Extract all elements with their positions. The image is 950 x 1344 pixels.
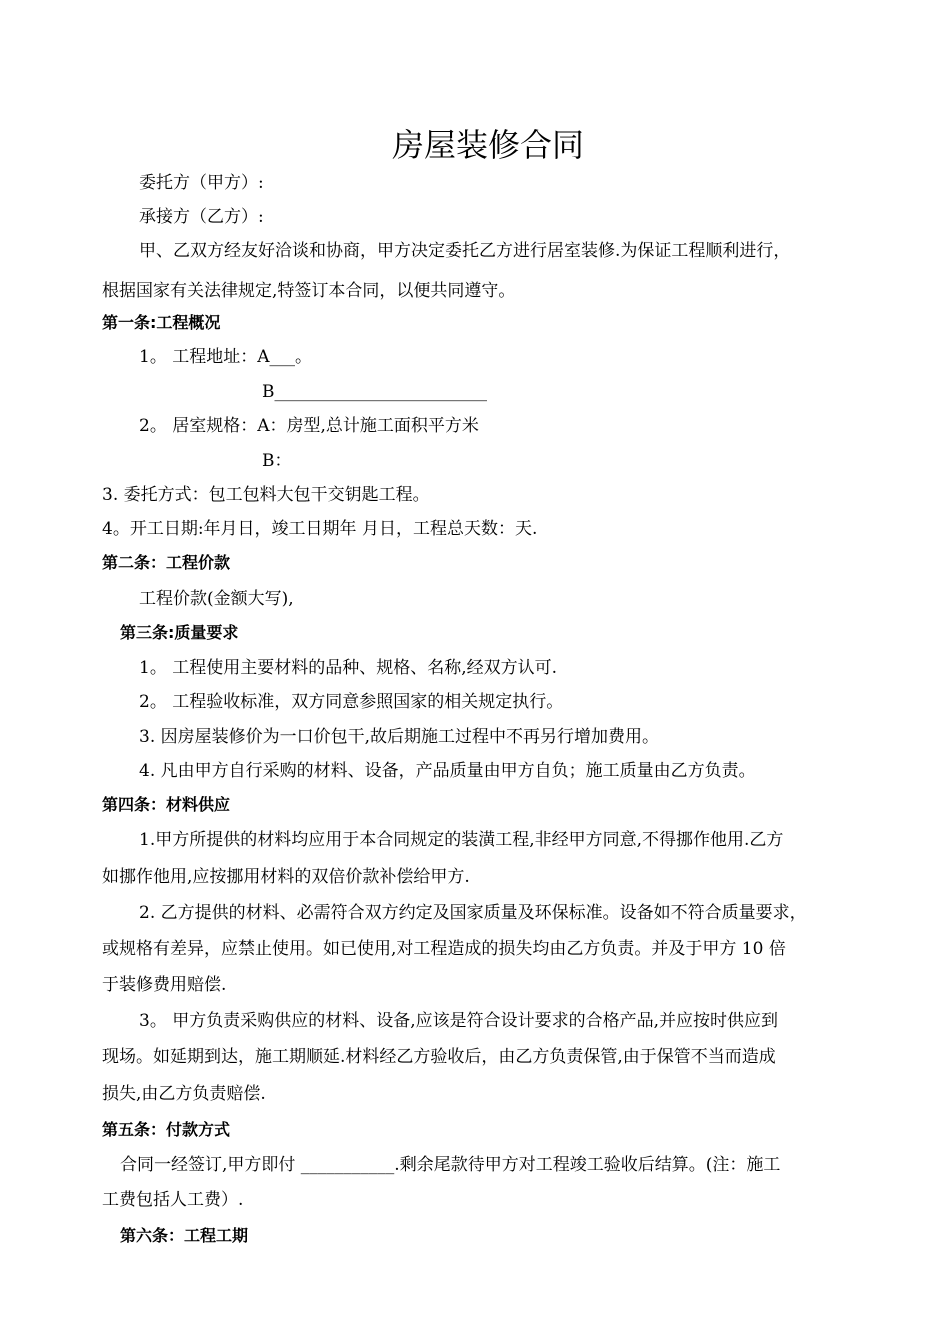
document-title: 房屋装修合同 bbox=[391, 126, 584, 164]
article-4-p2-line-1: 2. 乙方提供的材料、必需符合双方约定及国家质量及环保标准。设备如不符合质量要求， bbox=[139, 903, 807, 923]
article-1-item-1a: 1。 工程地址：A___。 bbox=[139, 347, 312, 367]
article-4-p1-line-2: 如挪作他用,应按挪用材料的双倍价款补偿给甲方. bbox=[102, 867, 470, 887]
article-3-item-1: 1。 工程使用主要材料的品种、规格、名称,经双方认可. bbox=[139, 658, 558, 678]
preamble-line-2: 根据国家有关法律规定,特签订本合同，以便共同遵守。 bbox=[102, 281, 516, 301]
article-3-item-4: 4. 凡由甲方自行采购的材料、设备，产品质量由甲方自负；施工质量由乙方负责。 bbox=[139, 761, 756, 781]
article-3-item-3: 3. 因房屋装修价为一口价包干,故后期施工过程中不再另行增加费用。 bbox=[139, 727, 660, 747]
article-2-heading: 第二条：工程价款 bbox=[102, 553, 231, 572]
client-party-line: 委托方（甲方）: bbox=[139, 173, 264, 193]
article-5-line-1: 合同一经签订,甲方即付 ___________.剩余尾款待甲方对工程竣工验收后结算。(注：施工 bbox=[120, 1155, 781, 1175]
article-4-p3-line-3: 损失,由乙方负责赔偿. bbox=[102, 1084, 266, 1104]
article-3-item-2: 2。 工程验收标准，双方同意参照国家的相关规定执行。 bbox=[139, 692, 564, 712]
article-1-item-2a: 2。 居室规格：A：房型,总计施工面积平方米 bbox=[139, 416, 479, 436]
article-1-item-3: 3. 委托方式：包工包料大包干交钥匙工程。 bbox=[102, 485, 430, 505]
contractor-party-line: 承接方（乙方）: bbox=[139, 207, 264, 227]
preamble-line-1: 甲、乙双方经友好洽谈和协商，甲方决定委托乙方进行居室装修.为保证工程顺利进行， bbox=[139, 241, 791, 261]
article-4-p3-line-1: 3。 甲方负责采购供应的材料、设备,应该是符合设计要求的合格产品,并应按时供应到 bbox=[139, 1011, 779, 1031]
article-5-line-2: 工费包括人工费）. bbox=[102, 1190, 244, 1210]
article-3-heading: 第三条:质量要求 bbox=[120, 623, 239, 642]
article-5-heading: 第五条：付款方式 bbox=[102, 1120, 231, 1139]
article-4-p2-line-3: 于装修费用赔偿. bbox=[102, 975, 227, 995]
article-1-item-1b: B_________________________ bbox=[262, 382, 487, 402]
article-4-heading: 第四条：材料供应 bbox=[102, 795, 231, 814]
article-1-item-2b: B： bbox=[262, 451, 292, 471]
article-4-p3-line-2: 现场。如延期到达，施工期顺延.材料经乙方验收后，由乙方负责保管,由于保管不当而造成 bbox=[102, 1047, 776, 1067]
article-4-p1-line-1: 1.甲方所提供的材料均应用于本合同规定的装潢工程,非经甲方同意,不得挪作他用.乙方 bbox=[139, 830, 784, 850]
article-1-heading: 第一条:工程概况 bbox=[102, 313, 221, 332]
article-6-heading: 第六条：工程工期 bbox=[120, 1226, 249, 1245]
article-1-item-4: 4。开工日期:年月日，竣工日期年 月日，工程总天数：天. bbox=[102, 519, 538, 539]
article-4-p2-line-2: 或规格有差异，应禁止使用。如已使用,对工程造成的损失均由乙方负责。并及于甲方 10 倍 bbox=[102, 939, 786, 959]
article-2-text: 工程价款(金额大写), bbox=[139, 589, 294, 609]
